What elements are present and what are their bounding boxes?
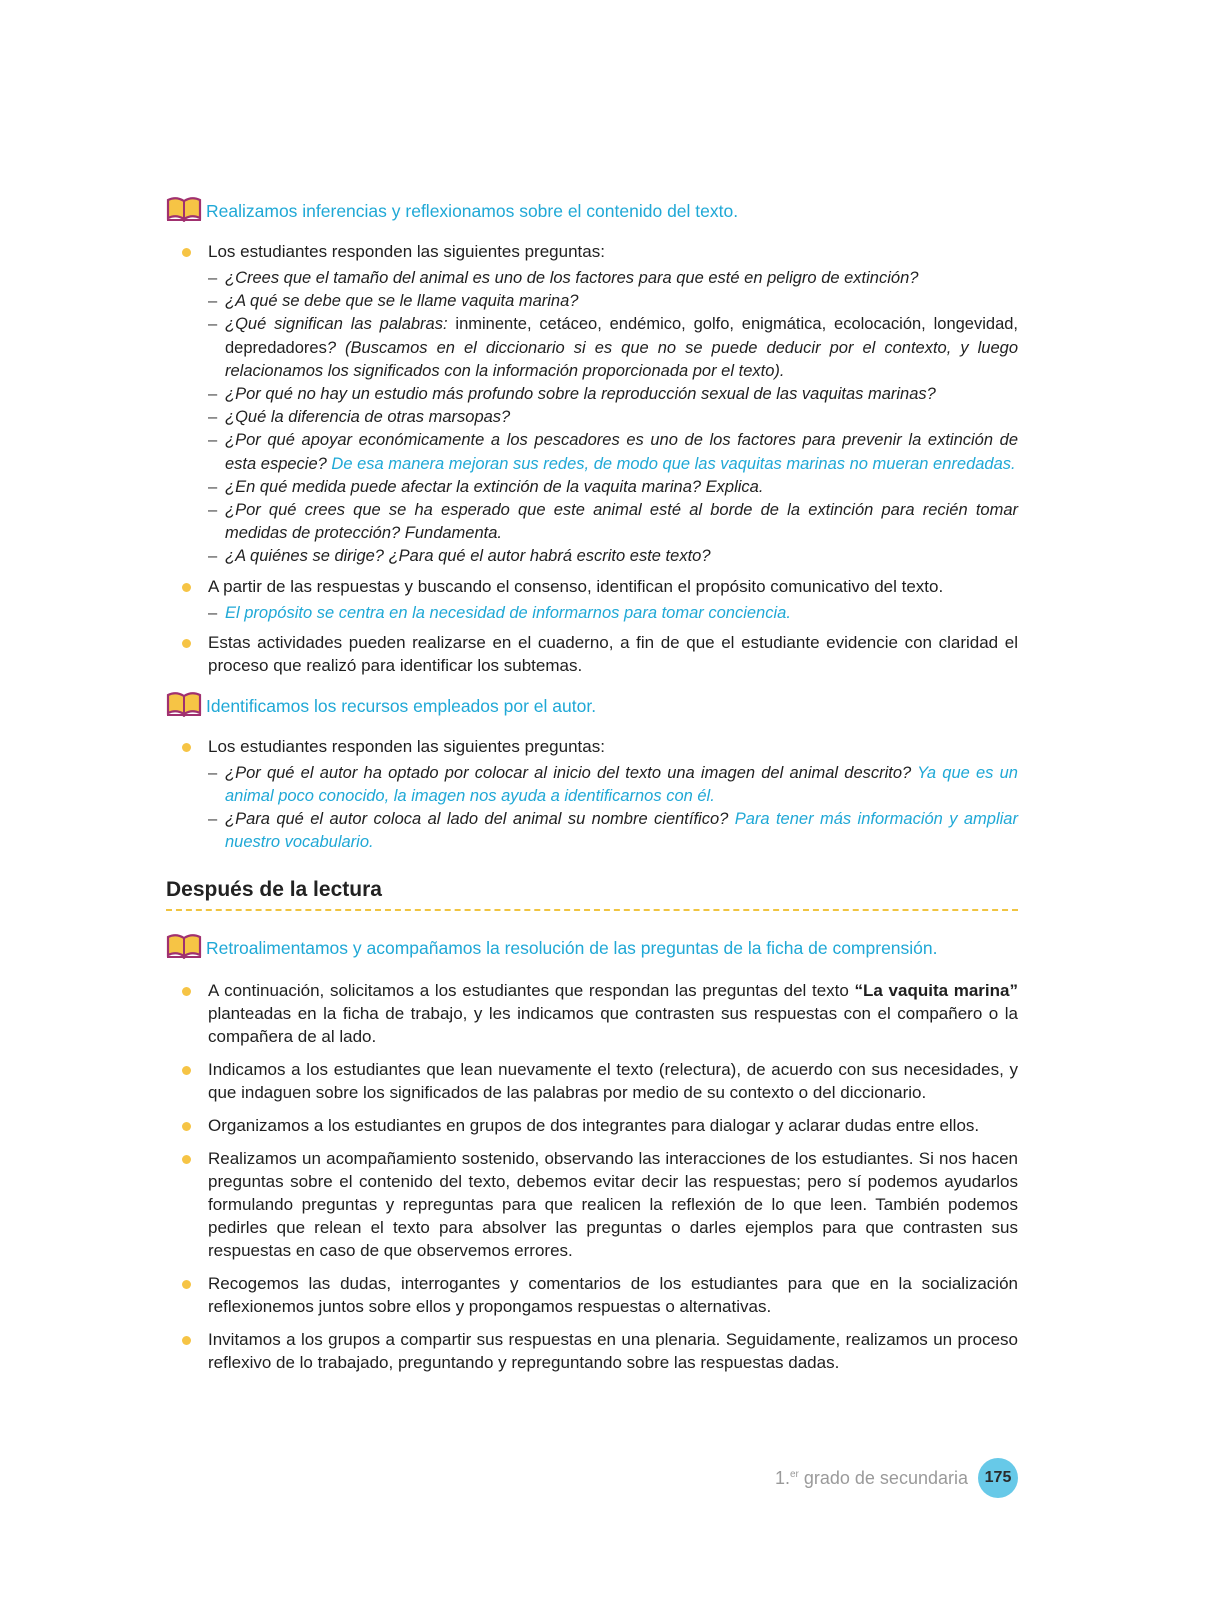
list-item [166,735,1018,855]
question-text: ¿Por qué apoyar económicamente a los pescadores es uno de los factores para prevenir la extinción de esta especie? [225,431,1018,473]
question-item: – ¿Por qué apoyar económicamente a los pescadores es uno de los factores para prevenir la extinción de esta especie? De esa manera mejoran sus redes, de modo que las vaquitas marinas no mueran enredadas. [208,431,1018,473]
list-item [166,1114,1018,1137]
book-icon [166,691,202,717]
bullet-dot [182,583,191,592]
word-list: inminente, cetáceo, endémico, golfo, enigmática, ecolocación, longevidad, depredadores [225,315,1019,357]
item-text: Los estudiantes responden las siguientes preguntas: [208,736,605,756]
question-item: – ¿Qué significan las palabras: inminente, cetáceo, endémico, golfo, enigmática, ecolocación, longevidad, depredadores? (Buscamos en el diccionario si es que no se puede deducir por el contexto, y luego relacionamos los significados con la información proporcionada por el texto). [208,315,1019,380]
item-text: planteadas en la ficha de trabajo, y les indicamos que contrasten sus respuestas con el compañero o la compañera de al lado. [208,1003,1018,1046]
item-text: A partir de las respuestas y buscando el consenso, identifican el propósito comunicativo del texto. [208,576,944,596]
question-item: – ¿A quiénes se dirige? ¿Para qué el autor habrá escrito este texto? [208,547,711,566]
answer-text: Para tener más información y ampliar nuestro vocabulario. [225,810,1018,852]
question-text: ¿Qué significan las palabras: [225,315,448,334]
item-text: Estas actividades pueden realizarse en el cuaderno, a fin de que el estudiante evidencie con claridad el proceso que realizó para identificar los subtemas. [208,632,1018,675]
list-item [166,1147,1018,1262]
question-item: – ¿Por qué no hay un estudio más profundo sobre la reproducción sexual de las vaquitas marinas? [208,385,936,404]
bullet-dot [182,639,191,648]
section-title: Realizamos inferencias y reflexionamos sobre el contenido del texto. [206,201,739,221]
question-item: – ¿Qué la diferencia de otras marsopas? [208,408,511,427]
answer-item: – El propósito se centra en la necesidad de informarnos para tomar conciencia. [208,603,791,622]
section-title: Identificamos los recursos empleados por el autor. [206,695,597,716]
list-item [166,1272,1018,1318]
page-heading: Después de la lectura [166,877,1018,911]
item-text: Los estudiantes responden las siguientes preguntas: [208,242,605,261]
list-item [166,979,1018,1048]
section-header [166,933,1018,959]
bullet-dot [182,1122,191,1131]
bullet-dot [182,1155,191,1164]
answer-text: Ya que es un animal poco conocido, la imagen nos ayuda a identificarnos con él. [225,763,1018,806]
item-text: Indicamos a los estudiantes que lean nuevamente el texto (relectura), de acuerdo con sus necesidades, y que indaguen sobre los significados de las palabras por medio de su contexto o del diccionario. [208,1059,1018,1102]
bullet-list [166,979,1018,1374]
item-text: Realizamos un acompañamiento sostenido, observando las interacciones de los estudiantes. Si nos hacen preguntas sobre el contenido del texto, debemos evitar decir las respuestas; pero sí podemos ayudarlos formulando preguntas y repreguntas para que realicen la reflexión de lo que leen. También podemos pedirles que relean el texto para absolver las preguntas o darles ejemplos para que contrasten sus respuestas en caso de que observemos errores. [208,1148,1018,1260]
question-text: ¿A quiénes se dirige? ¿Para qué el autor habrá escrito este texto? [225,547,711,566]
question-item: – ¿Por qué crees que se ha esperado que este animal esté al borde de la extinción para recién tomar medidas de protección? Fundamenta. [208,501,1018,543]
question-text: ¿Por qué el autor ha optado por colocar al inicio del texto una imagen del animal descrito? [225,763,918,782]
question-text: ? (Buscamos en el diccionario si es que no se puede deducir por el contexto, y luego relacionamos los significados con la información proporcionada por el texto). [225,338,1018,380]
grade-text: grado de secundaria [798,1467,968,1488]
item-text: Invitamos a los grupos a compartir sus respuestas en una plenaria. Seguidamente, realizamos un proceso reflexivo de lo trabajado, preguntando y repreguntando sobre las respuestas dadas. [208,1329,1018,1372]
bullet-dot [182,987,191,996]
question-text: ¿Qué la diferencia de otras marsopas? [225,408,511,427]
bullet-dot [182,1066,191,1075]
answer-text: El propósito se centra en la necesidad de informarnos para tomar conciencia. [225,603,791,622]
grade-label [775,1468,968,1489]
item-text: Organizamos a los estudiantes en grupos de dos integrantes para dialogar y aclarar dudas entre ellos. [208,1115,980,1135]
bullet-list [166,240,1018,677]
question-text: ¿Por qué crees que se ha esperado que este animal esté al borde de la extinción para recién tomar medidas de protección? Fundamenta. [225,501,1018,543]
question-text: ¿Por qué no hay un estudio más profundo sobre la reproducción sexual de las vaquitas marinas? [225,385,936,404]
question-item: – ¿En qué medida puede afectar la extinción de la vaquita marina? Explica. [208,477,764,496]
section-header [166,691,1018,717]
section-title: Retroalimentamos y acompañamos la resolución de las preguntas de la ficha de comprensión. [206,937,938,958]
page-content [166,196,1018,1374]
page-number: 175 [978,1458,1018,1498]
book-icon [166,196,202,222]
question-text: ¿A qué se debe que se le llame vaquita marina? [225,292,579,311]
list-item [166,240,1018,569]
item-text: Recogemos las dudas, interrogantes y comentarios de los estudiantes para que en la socialización reflexionemos juntos sobre ellos y propongamos respuestas o alternativas. [208,1273,1018,1316]
book-icon [166,933,202,959]
grade-ordinal: er [789,1468,799,1480]
page-footer [775,1458,1018,1498]
list-item [166,1328,1018,1374]
question-text: ¿Crees que el tamaño del animal es uno de los factores para que esté en peligro de extinción? [225,269,919,287]
question-item: – ¿Para qué el autor coloca al lado del animal su nombre científico? Para tener más información y ampliar nuestro vocabulario. [208,810,1018,852]
bullet-dot [182,1336,191,1345]
bullet-list [166,735,1018,855]
answer-text: De esa manera mejoran sus redes, de modo que las vaquitas marinas no mueran enredadas. [331,454,1016,473]
question-item: – ¿Crees que el tamaño del animal es uno de los factores para que esté en peligro de extinción? [208,269,919,287]
question-item: – ¿A qué se debe que se le llame vaquita marina? [208,292,579,311]
list-item [166,1058,1018,1104]
text-title: “La vaquita marina” [854,980,1018,1000]
question-text: ¿En qué medida puede afectar la extinción de la vaquita marina? Explica. [225,477,764,496]
question-item: – ¿Por qué el autor ha optado por colocar al inicio del texto una imagen del animal descrito? Ya que es un animal poco conocido, la imagen nos ayuda a identificarnos con él. [208,763,1018,806]
bullet-dot [182,743,191,752]
question-text: ¿Para qué el autor coloca al lado del animal su nombre científico? [225,810,735,829]
heading-block [166,877,1018,911]
question-list [208,762,1018,855]
grade-number: 1. [774,1467,790,1488]
bullet-dot [182,248,191,257]
bullet-dot [182,1280,191,1289]
list-item [166,631,1018,677]
section-header [166,196,1018,222]
question-list [208,267,1018,569]
list-item [166,575,1018,625]
answer-list [208,602,1018,625]
item-text: A continuación, solicitamos a los estudiantes que respondan las preguntas del texto [208,980,855,1000]
